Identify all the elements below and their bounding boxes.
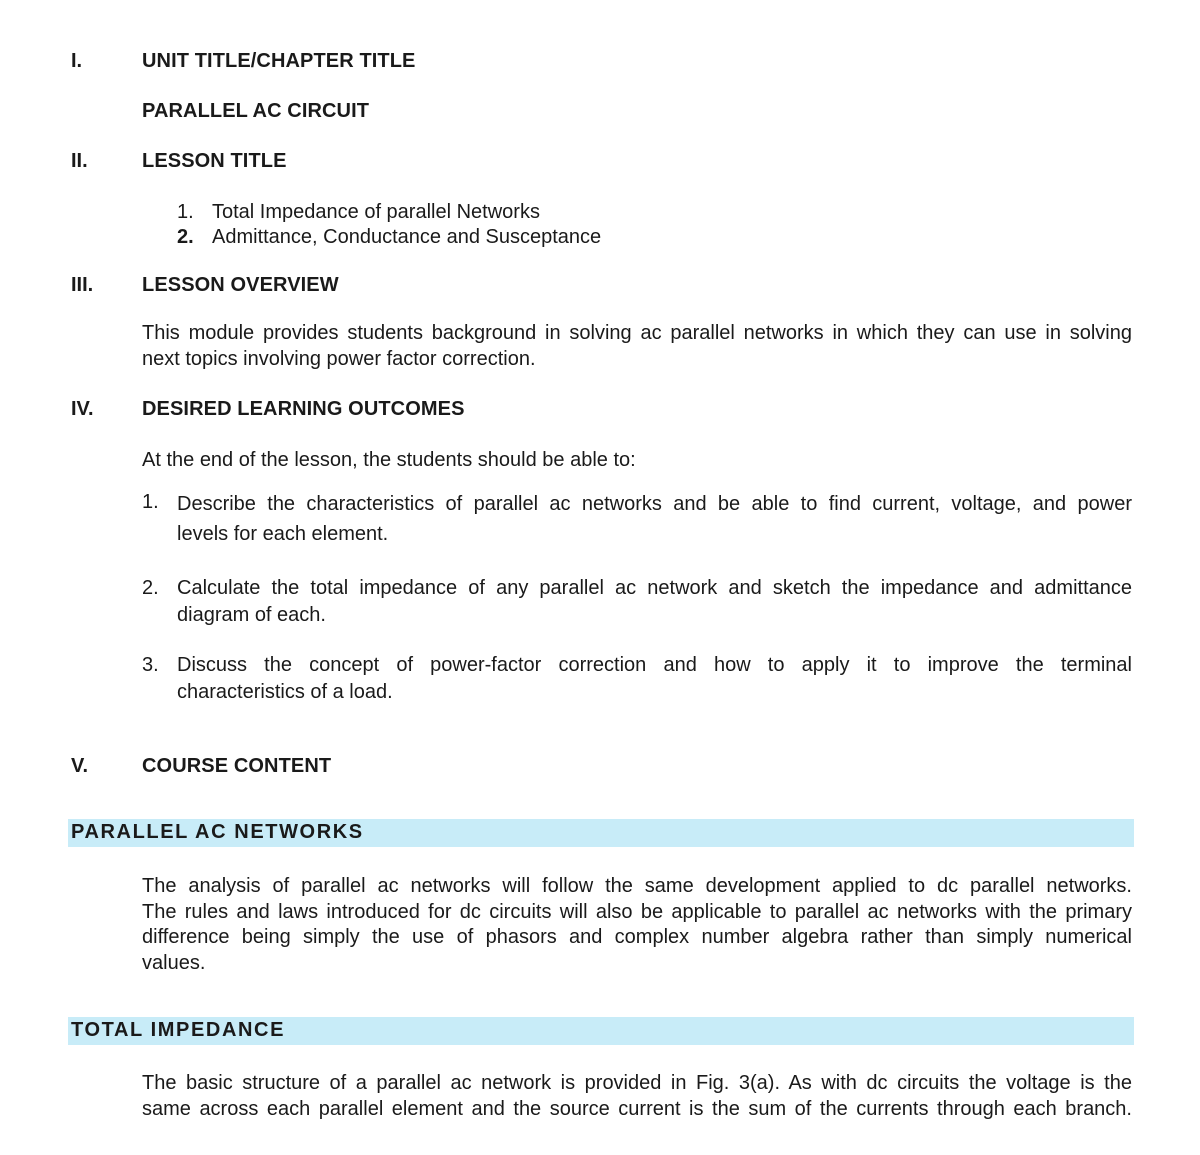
section-numeral: II. bbox=[71, 150, 88, 172]
paragraph-line: This module provides students background in solving ac parallel networks in which they can use in solving bbox=[142, 322, 1132, 344]
outcome-text bbox=[177, 575, 1132, 629]
paragraph-line: same across each parallel element and the source current is the sum of the currents through each branch. bbox=[142, 1097, 1132, 1120]
section-numeral: IV. bbox=[71, 398, 94, 420]
paragraph-line: next topics involving power factor correction. bbox=[142, 347, 536, 370]
outcome-line: levels for each element. bbox=[177, 523, 389, 545]
total-impedance-paragraph bbox=[142, 1071, 1132, 1122]
band-title: TOTAL IMPEDANCE bbox=[71, 1019, 286, 1041]
section-numeral: I. bbox=[71, 50, 83, 72]
list-number: 2. bbox=[177, 226, 194, 248]
outcome-line: Calculate the total impedance of any parallel ac network and sketch the impedance and admittance bbox=[177, 577, 1132, 599]
section-numeral: V. bbox=[71, 755, 89, 777]
paragraph-line: The analysis of parallel ac networks will follow the same development applied to dc parallel networks. bbox=[142, 875, 1132, 897]
section-band-parallel-ac-networks bbox=[68, 819, 1134, 847]
outcomes-intro: At the end of the lesson, the students should be able to: bbox=[142, 449, 636, 471]
list-number: 1. bbox=[177, 201, 194, 223]
outcome-text bbox=[177, 489, 1132, 549]
parallel-networks-paragraph bbox=[142, 874, 1132, 976]
section-heading-unit-title: UNIT TITLE/CHAPTER TITLE bbox=[142, 50, 416, 72]
outcome-line: Describe the characteristics of parallel ac networks and be able to find current, voltage, and power bbox=[177, 493, 1132, 515]
section-numeral: III. bbox=[71, 274, 94, 296]
list-number: 1. bbox=[142, 491, 159, 513]
section-heading-lesson-title: LESSON TITLE bbox=[142, 150, 287, 172]
outcome-line: characteristics of a load. bbox=[177, 681, 393, 703]
outcome-text bbox=[177, 652, 1132, 706]
outcome-line: diagram of each. bbox=[177, 604, 326, 626]
paragraph-line: difference being simply the use of phasors and complex number algebra rather than simply numerical bbox=[142, 926, 1132, 948]
unit-title: PARALLEL AC CIRCUIT bbox=[142, 100, 370, 122]
list-text: Admittance, Conductance and Susceptance bbox=[212, 226, 602, 248]
section-heading-course-content: COURSE CONTENT bbox=[142, 755, 332, 777]
list-text: Total Impedance of parallel Networks bbox=[212, 201, 540, 223]
list-number: 2. bbox=[142, 577, 159, 599]
section-heading-lesson-overview: LESSON OVERVIEW bbox=[142, 274, 339, 296]
paragraph-line: The rules and laws introduced for dc circuits will also be applicable to parallel ac networks with the primary bbox=[142, 900, 1132, 923]
section-heading-learning-outcomes: DESIRED LEARNING OUTCOMES bbox=[142, 398, 465, 420]
outcome-line: Discuss the concept of power-factor correction and how to apply it to improve the terminal bbox=[177, 654, 1132, 676]
band-title: PARALLEL AC NETWORKS bbox=[71, 821, 364, 843]
paragraph-line: The basic structure of a parallel ac network is provided in Fig. 3(a). As with dc circuits the voltage is the bbox=[142, 1072, 1132, 1094]
section-band-total-impedance bbox=[68, 1017, 1134, 1045]
overview-paragraph bbox=[142, 321, 1132, 372]
list-number: 3. bbox=[142, 654, 159, 676]
paragraph-line: values. bbox=[142, 951, 206, 974]
